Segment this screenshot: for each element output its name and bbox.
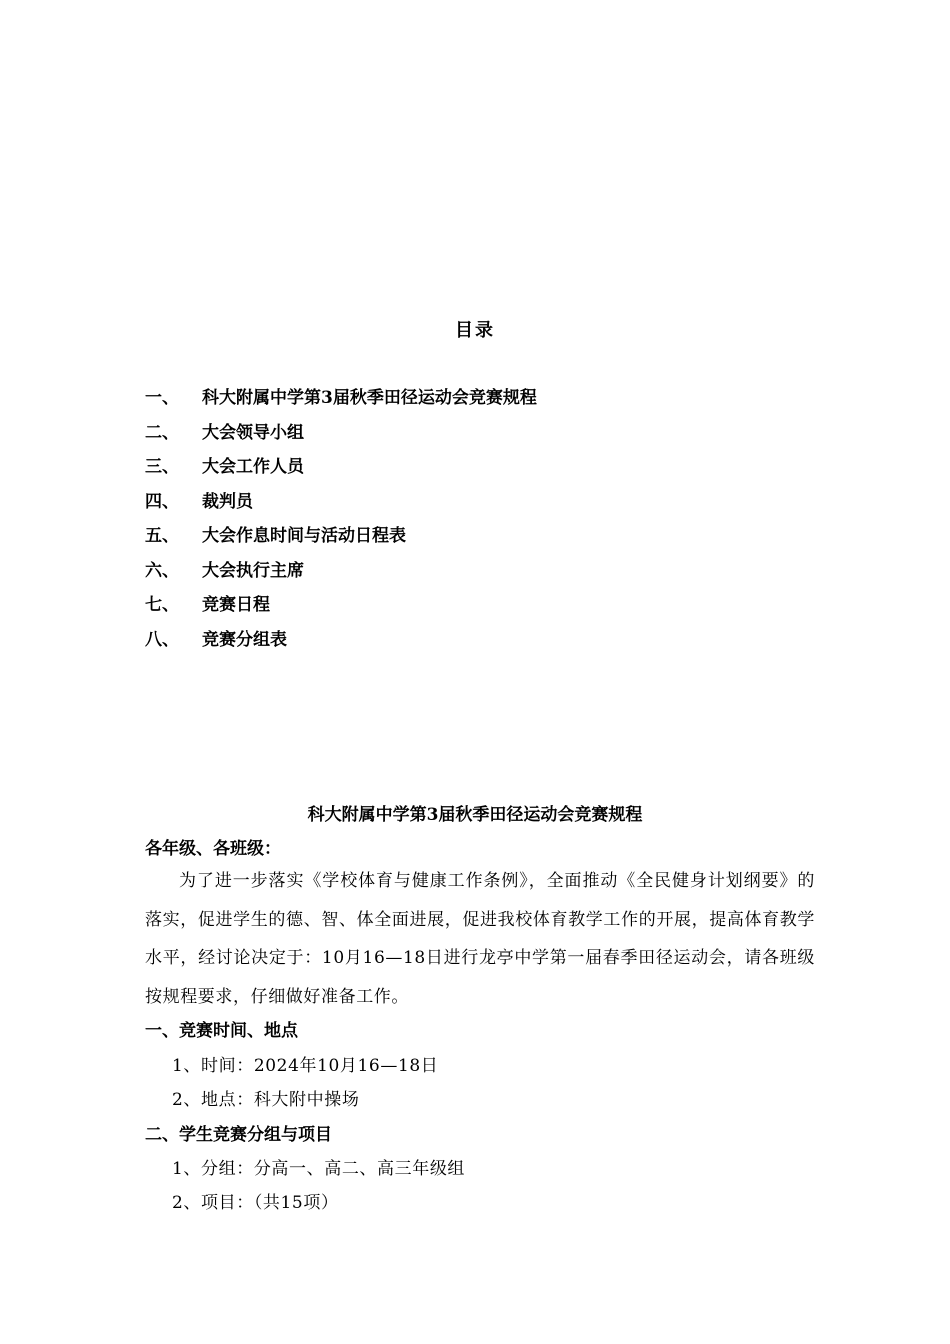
toc-item: [145, 490, 845, 525]
toc-item: [145, 386, 845, 421]
toc-item-number: 三、: [145, 457, 179, 477]
section2-heading: 二、学生竞赛分组与项目: [145, 1125, 332, 1145]
toc-item: [145, 455, 845, 490]
toc-item-text: 竞赛日程: [202, 595, 270, 615]
toc-item-text: 竞赛分组表: [202, 629, 287, 650]
section1-time: 1、时间：2024年10月16—18日: [172, 1056, 439, 1076]
toc-item-text: 科大附属中学第3届秋季田径运动会竞赛规程: [202, 388, 537, 408]
toc-item: [145, 421, 845, 456]
rules-title: 科大附属中学第3届秋季田径运动会竞赛规程: [307, 805, 643, 825]
toc-item-text: 大会工作人员: [202, 457, 304, 477]
toc-list: [145, 386, 845, 662]
section1-place: 2、地点：科大附中操场: [172, 1090, 360, 1110]
toc-item-number: 四、: [145, 491, 179, 512]
greeting: 各年级、各班级：: [145, 839, 281, 859]
toc-item: [145, 593, 845, 628]
toc-item-number: 一、: [145, 388, 179, 408]
toc-item-text: 大会领导小组: [202, 422, 304, 443]
toc-item-number: 七、: [145, 595, 179, 615]
toc-item-text: 大会执行主席: [202, 560, 304, 581]
section1-heading: 一、竞赛时间、地点: [145, 1021, 298, 1041]
toc-item-text: 裁判员: [202, 491, 253, 512]
toc-item-number: 六、: [145, 560, 179, 581]
toc-item: [145, 628, 845, 663]
toc-item-number: 二、: [145, 422, 179, 443]
toc-item-number: 五、: [145, 526, 179, 546]
toc-item-number: 八、: [145, 629, 179, 650]
intro-paragraph: 为了进一步落实《学校体育与健康工作条例》，全面推动《全民健身计划纲要》的落实，促进学生的德、智、体全面进展，促进我校体育教学工作的开展，提高体育教学水平，经讨论决定于：10月16—18日进行龙亭中学第一届春季田径运动会，请各班级按规程要求，仔细做好准备工作。: [145, 871, 815, 1007]
toc-item: [145, 559, 845, 594]
section2-events: 2、项目：（共15项）: [172, 1193, 339, 1213]
toc-item-text: 大会作息时间与活动日程表: [202, 526, 406, 546]
section2-group: 1、分组：分高一、高二、高三年级组: [172, 1159, 466, 1179]
toc-title: 目录: [455, 320, 495, 341]
toc-item: [145, 524, 845, 559]
